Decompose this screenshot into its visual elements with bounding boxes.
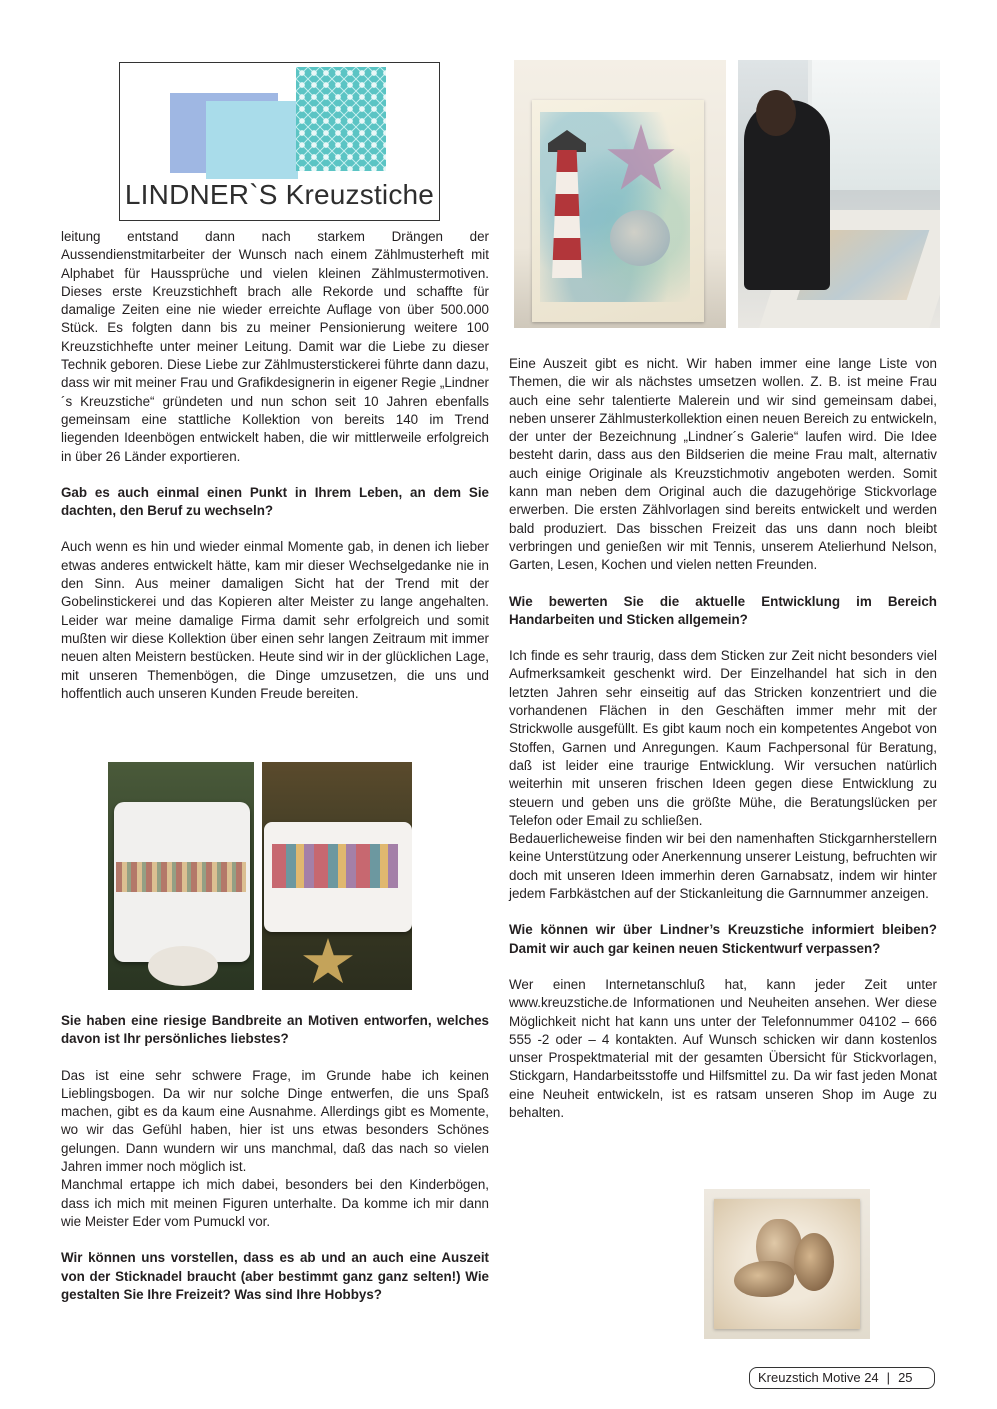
lindners-logo xyxy=(119,62,440,221)
answer-hobbies: Eine Auszeit gibt es nicht. Wir haben immer eine lange Liste von Themen, die wir als nächstes umsetzen wollen. Z. B. ist meine Frau auch eine sehr talentierte Malerein und wir sind gemeinsam dabei, neben unserer Zählmusterkollektion einen neuen Bereich zu entwickeln, der unter der Bezeichnung „Lindner´s Galerie“ laufen wird. Die Idee besteht darin, dass aus den Bildserien die meine Frau malt, alternativ auch einige Originale als Kreuzstichmotiv angeboten werden. Somit kann man neben dem Original auch die dazugehörige Stickvorlage erwerben. Die ersten Zählvorlagen sind bereits entwickelt und werden bald produziert. Das bisschen Freizeit das uns dann noch bleibt verbringen und genießen wir mit Tennis, unserem Atelierhund Nelson, Garten, Lesen, Kochen und vielen netten Freunden. xyxy=(509,356,937,573)
answer-stay-informed: Wer einen Internetanschluß hat, kann jeder Zeit unter www.kreuzstiche.de Informationen und Neuheiten ansehen. Wer diese Möglichkeit nicht hat kann uns unter der Telefonnummer 04102 – 666 555 -2 oder – 4 kontakten. Auf Wunsch schicken wir dann kostenlos unser Prospektmaterial mit der gesamten Übersicht für Stickvorlagen, Stickgarn, Handarbeitsstoffe und Hilfsmittel zu. Da wir fast jeden Monat eine Neuheit entwickeln, ist es ratsam unseren Shop im Auge zu behalten. xyxy=(509,976,937,1120)
shell xyxy=(794,1233,834,1291)
answer-career-change: Auch wenn es hin und wieder einmal Momente gab, in denen ich lieber etwas anderes entwickelt hätte, kam mir dieser Wechselgedanke nie in den Sinn. Aus meiner damaligen Sicht hat der Trend mit der Gobelinstickerei und das Kopieren alter Meister zu lange angehalten. Leider war meine damalige Firma damit sehr erfolgreich und somit mußten wir diese Kollektion über einen sehr langen Zeitraum mit immer neuen alten Meistern bestücken. Heute sind wir in der glücklichen Lage, mit unseren Themenbögen, die Dinge umzusetzen, die uns und hoffentlich auch unseren Kunden Freude bereiten. xyxy=(61,539,489,701)
question-career-change: Gab es auch einmal einen Punkt in Ihrem Leben, an dem Sie dachten, den Beruf zu wechseln? xyxy=(61,484,489,519)
answer-craft-development-cont: Bedauerlicheweise finden wir bei den namenhaften Stickgarnherstellern keine Unterstützung oder Anerkennung unserer Leistung, befruchten wir doch mit unseren Ideen immerhin deren Garnabsatz, indem wir hinter jedem Farbkästchen auf der Stickanleitung die Garnnummer anzeigen. xyxy=(509,831,937,902)
answer-craft-development: Ich finde es sehr traurig, dass dem Sticken zur Zeit nicht besonders viel Aufmerksamkeit geschenkt wird. Der Einzelhandel hat sich in den letzten Jahren sehr einseitig auf das Stricken konzentriert und die vorhandenen Flächen in den Geschäften immer mehr mit der Strickwolle ausgefüllt. Es gibt kaum noch ein kompetentes Angebot von Stoffen, Garnen und Anregungen. Kaum Fachpersonal für Beratung, daß ist leider eine traurige Entwicklung. Wir versuchen natürlich weiterhin mit unseren frischen Ideen gegen diese Entwicklung zu steuern und geben uns die größte Mühe, die Beratungslücken per Telefon oder Email zu schließen. xyxy=(509,648,937,828)
magazine-title: Kreuzstich Motive 24 xyxy=(758,1370,879,1385)
page-number: 25 xyxy=(898,1370,913,1385)
photo-coffee-pillow xyxy=(108,762,254,990)
answer-favorite-motif-cont: Manchmal ertappe ich mich dabei, besonders bei den Kinderbögen, dass ich mich mit meinen Figuren unterhalte. Da komme ich mir dann wie Meister Eder vom Pumuckl vor. xyxy=(61,1177,489,1229)
photo-shells-painting xyxy=(704,1189,870,1339)
decorative-star xyxy=(302,938,354,986)
photo-lighthouse-painting xyxy=(514,60,726,328)
shell xyxy=(734,1261,794,1297)
cross-stitch-border xyxy=(116,862,246,892)
photo-christmas-pillow xyxy=(262,762,412,990)
cross-stitch-houses xyxy=(272,844,398,888)
question-stay-informed: Wie können wir über Lindner’s Kreuzstiche informiert bleiben? Damit wir auch gar keinen neuen Stickentwurf verpassen? xyxy=(509,922,937,956)
crab xyxy=(610,210,670,266)
footer-separator: | xyxy=(886,1370,891,1385)
right-column xyxy=(509,355,937,1122)
question-craft-development: Wie bewerten Sie die aktuelle Entwicklung im Bereich Handarbeiten und Sticken allgemein? xyxy=(509,593,937,627)
page-footer xyxy=(749,1367,935,1389)
left-column-top xyxy=(61,228,489,703)
photo-artist-painting xyxy=(738,60,940,328)
left-column-bottom xyxy=(61,1012,489,1304)
coffee-cup xyxy=(148,946,218,986)
logo-lightblue-square xyxy=(206,101,298,179)
artist-head xyxy=(756,90,796,136)
paragraph-intro: leitung entstand dann nach starkem Drängen der Aussendienstmitarbeiter der Wunsch nach einem Zählmusterheft mit Alphabet für Haussprüche und vielen kleinen Zählmustermotiven. Dieses erste Kreuzstichheft brach alle Rekorde und schaffte für damalige Zeiten eine nie wieder erreichte Auflage von über 500.000 Stück. Es folgten dann bis zu meiner Pensionierung weitere 100 Kreuzstichhefte unter meiner Leitung. Damit war die Liebe zu dieser Technik geboren. Diese Liebe zur Zählmusterstickerei führte dann dazu, dass wir mit meiner Frau und Grafikdesignerin in eigener Regie „Lindner´s Kreuzstiche“ gründeten und nun schon seit 10 Jahren ebenfalls gemeinsam eine stattliche Kollektion von bereits 140 im Trend liegenden Ideenbögen entwickelt haben, die wir mittlerweile erfolgreich in über 26 Länder exportieren. xyxy=(61,229,489,464)
logo-text: LINDNER`S Kreuzstiche xyxy=(124,179,435,210)
logo-pattern-square xyxy=(296,67,386,171)
answer-favorite-motif: Das ist eine sehr schwere Frage, im Grunde habe ich keinen Lieblingsbogen. Da wir nur solche Dinge entwerfen, die uns Spaß machen, gibt es da kaum eine Ausnahme. Allerdings gibt es Momente, wo wir das Gefühl haben, hier ist uns etwas besonders Schönes gelungen. Dann wundern wir uns manchmal, daß das nach so vielen Jahren immer noch möglich ist. xyxy=(61,1067,489,1175)
question-hobbies: Wir können uns vorstellen, dass es ab und an auch eine Auszeit von der Sticknadel braucht (aber bestimmt ganz ganz selten!) Wie gestalten Sie Ihre Freizeit? Was sind Ihre Hobbys? xyxy=(61,1250,489,1302)
question-favorite-motif: Sie haben eine riesige Bandbreite an Motiven entworfen, welches davon ist Ihr persönliches liebstes? xyxy=(61,1013,489,1047)
